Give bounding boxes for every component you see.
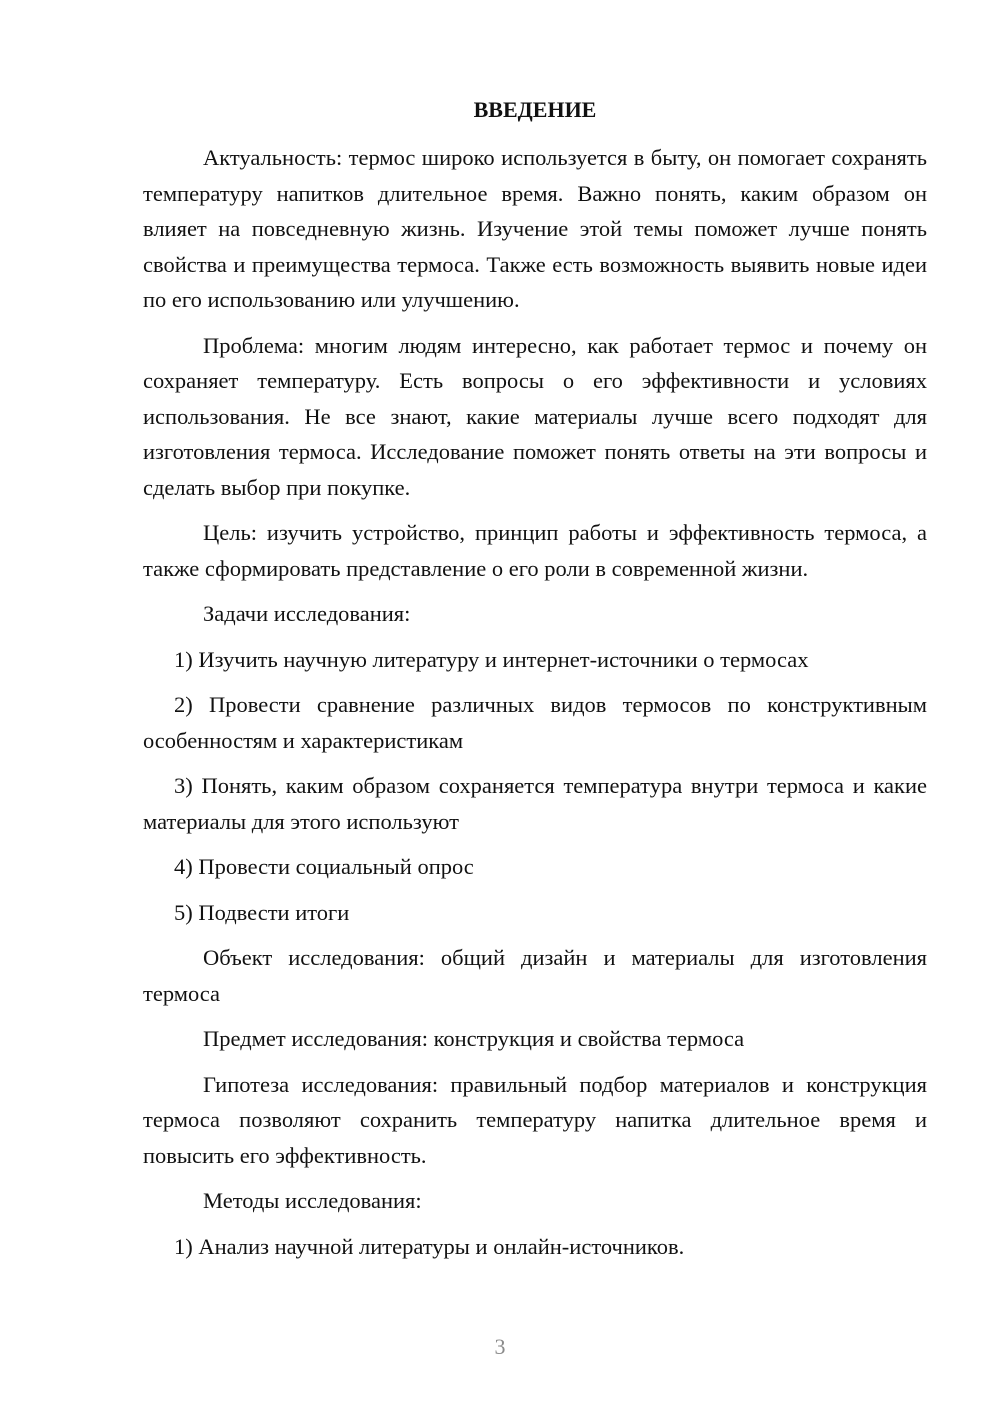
tasks-title: Задачи исследования: bbox=[203, 601, 411, 626]
paragraph-problem: Проблема: многим людям интересно, как работает термос и почему он сохраняет температуру. Есть вопросы о его эффективности и условиях использования. Не все знают, какие материалы лучше всего подходят для изготовления термоса. Исследование поможет понять ответы на эти вопросы и сделать выбор при покупке. bbox=[143, 332, 927, 500]
methods-title: Методы исследования: bbox=[203, 1188, 422, 1213]
paragraph-hypothesis: Гипотеза исследования: правильный подбор материалов и конструкция термоса позволяют сохранить температуру напитка длительное время и повысить его эффективность. bbox=[143, 1071, 927, 1168]
task-item-1: 1) Изучить научную литературу и интернет-источники о термосах bbox=[174, 646, 809, 672]
task-item-4: 4) Провести социальный опрос bbox=[174, 854, 474, 879]
page-content bbox=[143, 94, 927, 1274]
paragraph-goal: Цель: изучить устройство, принцип работы и эффективность термоса, а также сформировать представление о его роли в современной жизни. bbox=[143, 520, 927, 581]
task-item-5: 5) Подвести итоги bbox=[174, 899, 350, 925]
paragraph-relevance: Актуальность: термос широко используется в быту, он помогает сохранять температуру напитков длительное время. Важно понять, каким образом он влияет на повседневную жизнь. Изучение этой темы поможет лучше понять свойства и преимущества термоса. Также есть возможность выявить новые идеи по его использованию или улучшению. bbox=[143, 145, 927, 312]
page-number: 3 bbox=[494, 1334, 506, 1359]
paragraph-object: Объект исследования: общий дизайн и материалы для изготовления термоса bbox=[143, 945, 927, 1006]
paragraph-subject: Предмет исследования: конструкция и свойства термоса bbox=[203, 1026, 745, 1051]
section-heading: ВВЕДЕНИЕ bbox=[473, 97, 597, 122]
task-item-3: 3) Понять, каким образом сохраняется температура внутри термоса и какие материалы для этого используют bbox=[143, 773, 927, 834]
method-item-1: 1) Анализ научной литературы и онлайн-источников. bbox=[174, 1233, 685, 1259]
task-item-2: 2) Провести сравнение различных видов термосов по конструктивным особенностям и характеристикам bbox=[143, 692, 927, 753]
